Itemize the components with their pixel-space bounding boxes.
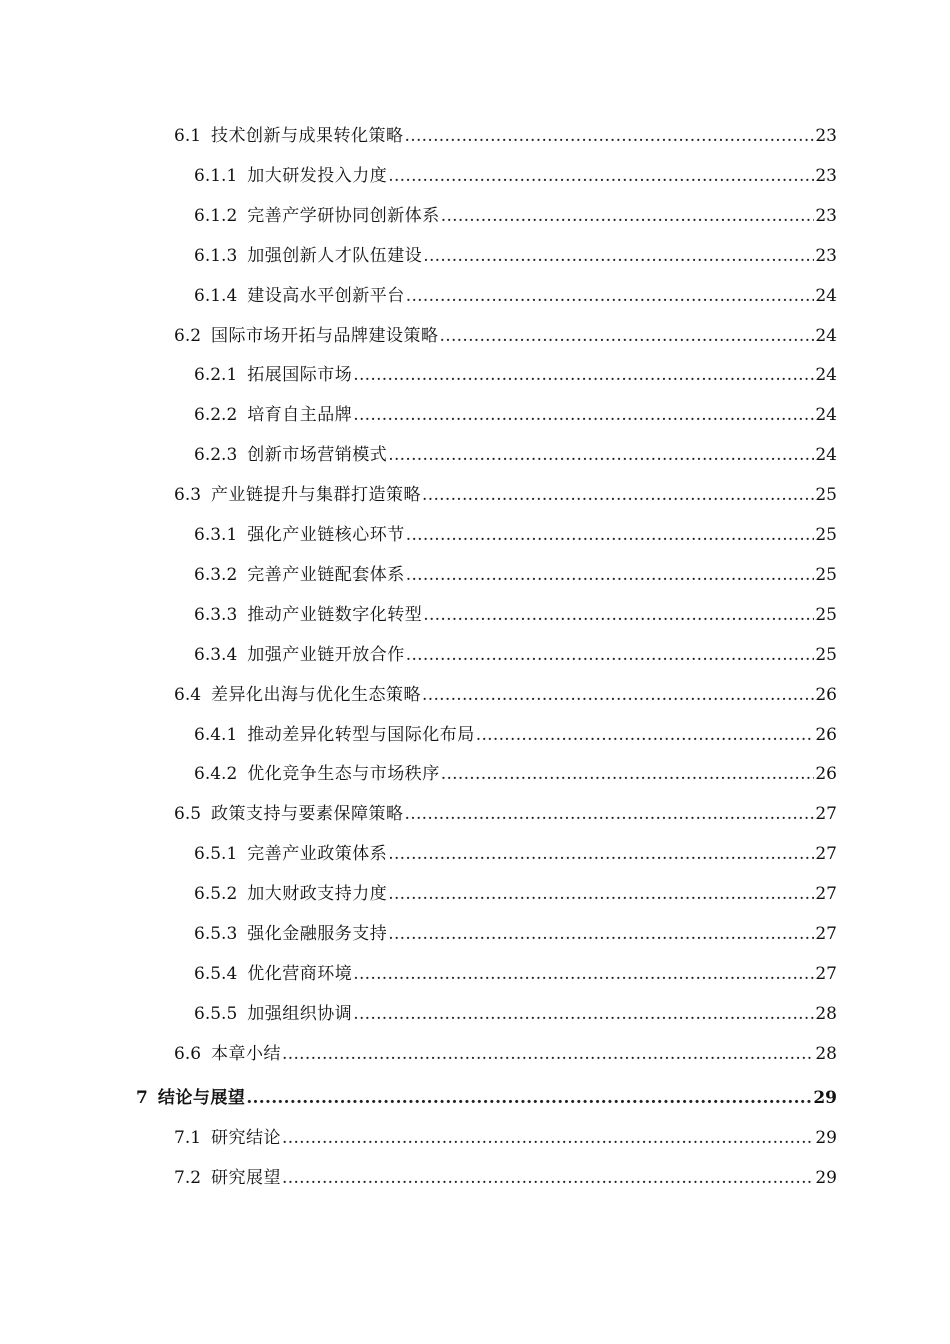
toc-entry-number: 6.3.3: [194, 604, 238, 625]
toc-leader-dots: [388, 440, 814, 470]
toc-entry-title: 差异化出海与优化生态策略: [211, 684, 422, 705]
toc-entry-page-number: 27: [815, 844, 837, 865]
toc-leader-dots: [406, 520, 815, 550]
toc-entry-page-number: 24: [815, 365, 837, 386]
toc-entry-page-number: 26: [815, 684, 837, 705]
toc-entry-title: 优化竞争生态与市场秩序: [247, 764, 440, 785]
toc-leader-dots: [405, 121, 815, 151]
toc-entry-title: 研究展望: [211, 1167, 282, 1188]
toc-entry-title: 建设高水平创新平台: [247, 285, 405, 306]
toc-entry-number: 6.3: [174, 485, 202, 506]
toc-entry-title: 政策支持与要素保障策略: [211, 804, 404, 825]
toc-entry-title: 国际市场开拓与品牌建设策略: [211, 325, 439, 346]
toc-entry-page-number: 25: [815, 564, 837, 585]
toc-leader-dots: [406, 281, 815, 311]
toc-entry-number: 6.4.1: [194, 724, 238, 745]
toc-entry[interactable]: [194, 360, 837, 390]
toc-leader-dots: [423, 241, 814, 271]
toc-entry-page-number: 27: [815, 963, 837, 984]
toc-entry-page-number: 29: [815, 1167, 837, 1188]
toc-leader-dots: [406, 640, 815, 670]
toc-entry-page-number: 23: [815, 165, 837, 186]
toc-entry[interactable]: [194, 959, 837, 989]
toc-leader-dots: [406, 560, 815, 590]
toc-entry-title: 完善产业链配套体系: [247, 564, 405, 585]
toc-entry[interactable]: [194, 759, 837, 789]
toc-entry-page-number: 29: [813, 1087, 837, 1108]
toc-entry[interactable]: [194, 600, 837, 630]
toc-entry-number: 6.4: [174, 684, 202, 705]
toc-entry-title: 推动差异化转型与国际化布局: [247, 724, 475, 745]
toc-entry-title: 研究结论: [211, 1127, 282, 1148]
toc-entry[interactable]: [174, 1039, 837, 1069]
toc-entry-title: 强化产业链核心环节: [247, 525, 405, 545]
toc-leader-dots: [422, 680, 814, 710]
toc-entry[interactable]: [194, 241, 837, 271]
toc-entry-number: 6.1.2: [194, 205, 238, 226]
toc-entry[interactable]: [174, 480, 837, 510]
toc-entry-number: 6.1.4: [194, 285, 238, 306]
toc-entry-number: 6.1.3: [194, 245, 238, 266]
toc-leader-dots: [422, 480, 814, 510]
toc-entry-title: 加强创新人才队伍建设: [247, 245, 423, 266]
toc-entry-number: 6.3.1: [194, 525, 238, 545]
toc-entry-title: 本章小结: [211, 1043, 282, 1064]
toc-entry-page-number: 27: [815, 924, 837, 944]
toc-entry[interactable]: [194, 281, 837, 311]
toc-entry-page-number: 25: [815, 525, 837, 545]
toc-leader-dots: [353, 959, 814, 989]
toc-entry-number: 6.1: [174, 126, 202, 146]
toc-entry-number: 6.2.3: [194, 445, 238, 466]
toc-entry[interactable]: [194, 520, 837, 550]
toc-entry[interactable]: [174, 121, 837, 151]
toc-leader-dots: [388, 879, 814, 909]
toc-entry-number: 7: [136, 1087, 148, 1108]
toc-entry-page-number: 28: [815, 1043, 837, 1064]
toc-leader-dots: [441, 759, 815, 789]
toc-entry-number: 6.5.5: [194, 1003, 238, 1024]
toc-entry-title: 完善产业政策体系: [247, 844, 388, 865]
toc-entry-title: 创新市场营销模式: [247, 445, 388, 466]
toc-entry[interactable]: [174, 1163, 837, 1193]
toc-leader-dots: [353, 999, 814, 1029]
toc-entry[interactable]: [194, 919, 837, 949]
toc-leader-dots: [388, 839, 814, 869]
toc-entry[interactable]: [194, 201, 837, 231]
toc-entry-page-number: 26: [815, 764, 837, 785]
toc-entry-page-number: 28: [815, 1003, 837, 1024]
toc-entry-title: 产业链提升与集群打造策略: [211, 485, 422, 506]
toc-entry-number: 7.2: [174, 1167, 202, 1188]
toc-entry[interactable]: [194, 879, 837, 909]
toc-entry-title: 优化营商环境: [247, 963, 353, 984]
toc-entry-number: 6.5.3: [194, 924, 238, 944]
toc-leader-dots: [282, 1039, 814, 1069]
toc-leader-dots: [440, 321, 815, 351]
toc-entry-number: 6.2.2: [194, 405, 238, 426]
toc-entry[interactable]: [194, 640, 837, 670]
toc-entry-page-number: 25: [815, 485, 837, 506]
toc-entry-page-number: 24: [815, 405, 837, 426]
toc-entry-number: 6.5: [174, 804, 202, 825]
toc-entry[interactable]: [194, 839, 837, 869]
toc-entry-number: 6.2: [174, 325, 202, 346]
toc-entry-page-number: 25: [815, 604, 837, 625]
toc-entry-page-number: 24: [815, 325, 837, 346]
toc-entry-number: 6.3.4: [194, 644, 238, 665]
toc-entry-page-number: 29: [815, 1127, 837, 1148]
toc-entry-number: 6.5.1: [194, 844, 238, 865]
toc-leader-dots: [441, 201, 815, 231]
toc-entry[interactable]: [174, 1123, 837, 1153]
toc-entry-title: 结论与展望: [157, 1087, 246, 1108]
toc-entry-number: 6.5.4: [194, 963, 238, 984]
toc-entry-title: 加大财政支持力度: [247, 884, 388, 905]
toc-leader-dots: [388, 161, 814, 191]
toc-entry-title: 推动产业链数字化转型: [247, 604, 423, 625]
toc-entry-number: 6.4.2: [194, 764, 238, 785]
toc-entry-number: 6.1.1: [194, 165, 238, 186]
toc-entry-title: 技术创新与成果转化策略: [211, 126, 404, 146]
toc-entry[interactable]: [194, 440, 837, 470]
toc-entry-title: 加大研发投入力度: [247, 165, 388, 186]
toc-entry-page-number: 24: [815, 445, 837, 466]
toc-leader-dots: [423, 600, 814, 630]
toc-entry[interactable]: [194, 720, 837, 750]
toc-entry[interactable]: [194, 400, 837, 430]
toc-entry-title: 拓展国际市场: [247, 365, 353, 386]
toc-entry[interactable]: [194, 999, 837, 1029]
toc-leader-dots: [353, 360, 814, 390]
toc-leader-dots: [246, 1083, 812, 1113]
toc-leader-dots: [405, 799, 815, 829]
toc-entry-page-number: 27: [815, 804, 837, 825]
toc-entry-number: 7.1: [174, 1127, 202, 1148]
toc-entry-page-number: 24: [815, 285, 837, 306]
toc-leader-dots: [476, 720, 815, 750]
toc-entry-title: 培育自主品牌: [247, 405, 353, 426]
toc-entry-title: 完善产学研协同创新体系: [247, 205, 440, 226]
toc-leader-dots: [353, 400, 814, 430]
toc-entry-title: 强化金融服务支持: [247, 924, 388, 944]
toc-entry[interactable]: [174, 799, 837, 829]
toc-entry-title: 加强产业链开放合作: [247, 644, 405, 665]
toc-entry[interactable]: [194, 161, 837, 191]
toc-entry-page-number: 23: [815, 205, 837, 226]
toc-entry-page-number: 23: [815, 245, 837, 266]
toc-entry[interactable]: [174, 680, 837, 710]
toc-leader-dots: [388, 919, 814, 949]
toc-entry-page-number: 27: [815, 884, 837, 905]
toc-entry-title: 加强组织协调: [247, 1003, 353, 1024]
toc-entry[interactable]: [136, 1083, 837, 1113]
toc-entry-number: 6.5.2: [194, 884, 238, 905]
toc-entry-page-number: 23: [815, 126, 837, 146]
toc-entry-page-number: 25: [815, 644, 837, 665]
toc-entry-page-number: 26: [815, 724, 837, 745]
toc-entry[interactable]: [174, 321, 837, 351]
toc-leader-dots: [282, 1163, 814, 1193]
toc-entry-number: 6.2.1: [194, 365, 238, 386]
toc-entry-number: 6.6: [174, 1043, 202, 1064]
toc-entry-number: 6.3.2: [194, 564, 238, 585]
toc-entry[interactable]: [194, 560, 837, 590]
toc-leader-dots: [282, 1123, 814, 1153]
